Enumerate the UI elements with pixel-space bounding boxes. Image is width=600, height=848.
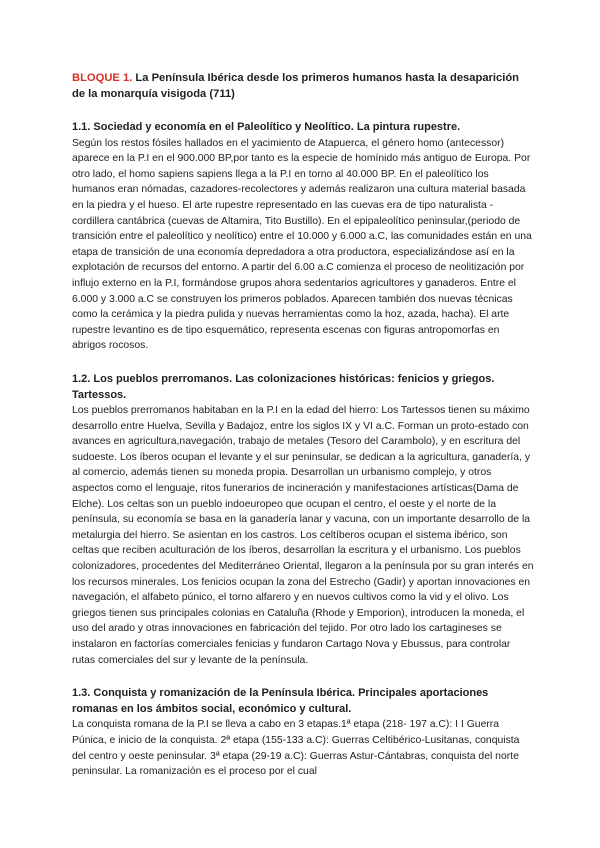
section-body: Según los restos fósiles hallados en el yacimiento de Atapuerca, el género homo (antecessor) aparece en la P.I en el 900.000 BP,por tanto es la especie de homínido más antiguo de Europa. Por otro lado, el homo sapiens sapiens llega a la P.I en torno al 40.000 BP. En el paleolítico los humanos eran nómadas, cazadores-recolectores y además realizaron una cultura material basada en la piedra y el hueso. El arte rupestre representado en las cuevas era de tipo naturalista -cordillera cantábrica (cuevas de Altamira, Tito Bustillo). En el epipaleolítico peninsular,(periodo de transición entre el paleolítico y neolítico) entre el 10.000 y 6.000 a.C, las comunidades están en una etapa de transición de una economía depredadora a otra productora, especializándose así en la explotación de recursos del entorno. A partir del 6.00 a.C comienza el proceso de neolitización por influjo externo en la P.I, formándose grupos ahora sedentarios agricultores y ganaderos. Entre el 6.000 y 3.000 a.C se construyen los primeros poblados. Aparecen también dos nuevas técnicas como la cerámica y la piedra pulida y nuevas herramientas como la hoz, azada, hacha). El arte rupestre levantino es de tipo esquemático, representa escenas con figuras antropomorfas en abrigos rocosos.	[72, 137, 532, 352]
block-label: BLOQUE 1.	[72, 72, 133, 84]
section-1-3	[72, 686, 534, 780]
document-page	[72, 70, 534, 798]
section-1-2	[72, 372, 534, 668]
section-heading: 1.1. Sociedad y economía en el Paleolítico y Neolítico. La pintura rupestre.	[72, 121, 461, 133]
document-title	[72, 70, 534, 102]
section-body: La conquista romana de la P.I se lleva a cabo en 3 etapas.1ª etapa (218- 197 a.C): I I Guerra Púnica, e inicio de la conquista. 2ª etapa (155-133 a.C): Guerras Celtibérico-Lusitanas, conquista del centro y oeste peninsular. 3ª etapa (29-19 a.C): Guerras Astur-Cántabras, conquista del norte peninsular. La romanización es el proceso por el cual	[72, 719, 520, 778]
section-heading: 1.3. Conquista y romanización de la Península Ibérica. Principales aportaciones romanas en los ámbitos social, económico y cultural.	[72, 687, 489, 715]
section-body: Los pueblos prerromanos habitaban en la P.I en la edad del hierro: Los Tartessos tienen su máximo desarrollo entre Huelva, Sevilla y Badajoz, entre los siglos IX y VI a.C. Forman un proto-estado con avances en agricultura,navegación, trabajo de metales (Tesoro del Carambolo), y en escritura del sudoeste. Los íberos ocupan el levante y el sur peninsular, se dedican a la agricultura, ganadería, y al comercio, además tienen su moneda propia. Desarrollan un urbanismo complejo, y otros aspectos como el lenguaje, ritos funerarios de incineración y manifestaciones artísticas(Dama de Elche). Los celtas son un pueblo indoeuropeo que ocupan el centro, el oeste y el norte de la península, su economía se basa en la ganadería lanar y vacuna, con un importante desarrollo de la metalurgia del hierro. Se asientan en los castros. Los celtíberos ocupan el sistema ibérico, son celtas que reciben aculturación de los íberos, desarrollan la escritura y el urbanismo. Los pueblos colonizadores, procedentes del Mediterráneo Oriental, llegaron a la península por su gran interés en los recursos minerales. Los fenicios ocupan la zona del Estrecho (Gadir) y aportan innovaciones en navegación, el alfabeto púnico, el torno alfarero y en nuevos cultivos como la vid y el olivo. Los griegos tienen sus principales colonias en Cataluña (Rhode y Emporion), introducen la moneda, el uso del arado y otras innovaciones en fabricación del tejido. Por otro lado los cartagineses se instalaron en factorías comerciales fenicias y fundaron Cartago Nova y Ebussus, para controlar rutas comerciales del sur y levante de la península.	[72, 405, 534, 666]
block-title-text: La Península Ibérica desde los primeros humanos hasta la desaparición de la monarquía visigoda (711)	[72, 72, 520, 100]
section-1-1	[72, 120, 534, 354]
section-heading: 1.2. Los pueblos prerromanos. Las colonizaciones históricas: fenicios y griegos. Tartessos.	[72, 372, 495, 401]
